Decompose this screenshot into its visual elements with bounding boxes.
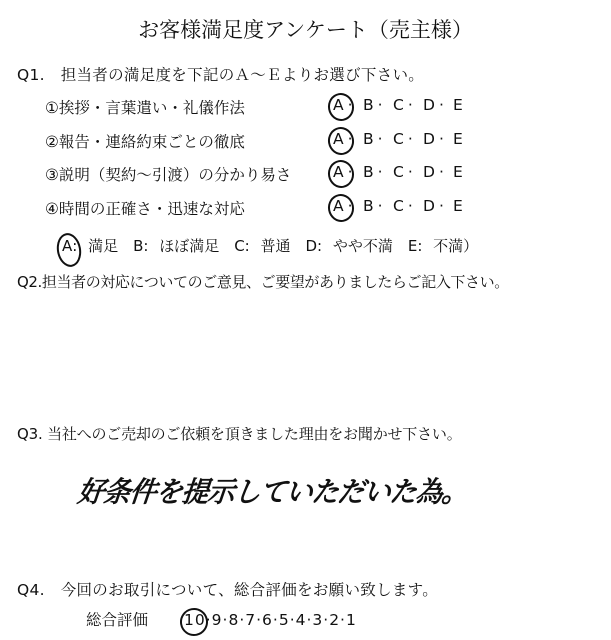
choice-letter: B xyxy=(363,96,374,114)
choice-letter: D xyxy=(423,163,435,181)
q2-question: Q2.担当者の対応についてのご意見、ご要望がありましたらご記入下さい。 xyxy=(17,273,509,291)
separator: · xyxy=(347,197,353,215)
choice-letter: D xyxy=(423,130,435,148)
separator: · xyxy=(377,96,383,114)
separator: · xyxy=(438,96,444,114)
choice-letter: D xyxy=(423,197,435,215)
score-selected[interactable]: 10 xyxy=(184,611,206,629)
choice-letter: A xyxy=(333,163,344,181)
separator: · xyxy=(347,96,353,114)
choice-letter: A xyxy=(333,197,344,215)
q4-score-row[interactable] xyxy=(86,608,357,630)
choice-a[interactable] xyxy=(333,96,363,114)
separator: · xyxy=(347,130,353,148)
q1-choices-4[interactable] xyxy=(333,197,483,215)
q1-item-3: ③説明（契約～引渡）の分かり易さ xyxy=(45,166,292,184)
page-title: お客様満足度アンケート（売主様） xyxy=(138,18,473,42)
separator: · xyxy=(407,96,413,114)
score-label: 総合評価 xyxy=(86,611,149,629)
separator: · xyxy=(377,130,383,148)
choice-letter: C xyxy=(393,96,404,114)
choice-e[interactable] xyxy=(453,130,483,148)
choice-letter: E xyxy=(453,130,463,148)
choice-b[interactable] xyxy=(363,130,393,148)
choice-b[interactable] xyxy=(363,197,393,215)
separator: · xyxy=(347,163,353,181)
choice-c[interactable] xyxy=(393,197,423,215)
choice-b[interactable] xyxy=(363,96,393,114)
separator: · xyxy=(377,163,383,181)
choice-e[interactable] xyxy=(453,197,483,215)
choice-d[interactable] xyxy=(423,96,453,114)
choice-letter: C xyxy=(393,197,404,215)
choice-e[interactable] xyxy=(453,163,483,181)
choice-b[interactable] xyxy=(363,163,393,181)
q4-question: Q4. 今回のお取引について、総合評価をお願い致します。 xyxy=(17,581,439,599)
choice-letter: A xyxy=(333,130,344,148)
choice-letter: A xyxy=(333,96,344,114)
choice-a[interactable] xyxy=(333,163,363,181)
choice-letter: C xyxy=(393,163,404,181)
choice-letter: E xyxy=(453,197,463,215)
legend-text: : 満足 B: ほぼ満足 C: 普通 D: やや不満 E: 不満） xyxy=(72,237,479,255)
separator: · xyxy=(377,197,383,215)
q3-handwritten-answer: 好条件を提示していただいた為。 xyxy=(75,476,470,509)
separator: · xyxy=(438,130,444,148)
q1-choices-1[interactable] xyxy=(333,96,483,114)
separator: · xyxy=(438,163,444,181)
choice-a[interactable] xyxy=(333,130,363,148)
q1-choices-3[interactable] xyxy=(333,163,483,181)
q3-question: Q3. 当社へのご売却のご依頼を頂きました理由をお聞かせ下さい。 xyxy=(17,425,462,443)
choice-c[interactable] xyxy=(393,163,423,181)
q1-legend xyxy=(62,235,478,256)
choice-letter: E xyxy=(453,96,463,114)
choice-letter: E xyxy=(453,163,463,181)
q1-item-1: ①挨拶・言葉遣い・礼儀作法 xyxy=(45,99,245,117)
separator: · xyxy=(407,130,413,148)
choice-d[interactable] xyxy=(423,130,453,148)
separator: · xyxy=(438,197,444,215)
choice-c[interactable] xyxy=(393,96,423,114)
q1-item-4: ④時間の正確さ・迅速な対応 xyxy=(45,200,245,218)
choice-letter: C xyxy=(393,130,404,148)
score-options: ·9·8·7·6·5·4·3·2·1 xyxy=(205,611,357,629)
choice-e[interactable] xyxy=(453,96,483,114)
choice-a[interactable] xyxy=(333,197,363,215)
choice-d[interactable] xyxy=(423,163,453,181)
q1-question: Q1. 担当者の満足度を下記のＡ～Ｅよりお選び下さい。 xyxy=(17,66,425,84)
separator: · xyxy=(407,163,413,181)
choice-letter: D xyxy=(423,96,435,114)
separator: · xyxy=(407,197,413,215)
choice-d[interactable] xyxy=(423,197,453,215)
legend-a-circled: A xyxy=(62,237,73,255)
q1-choices-2[interactable] xyxy=(333,130,483,148)
choice-letter: B xyxy=(363,130,374,148)
q1-item-2: ②報告・連絡約束ごとの徹底 xyxy=(45,133,245,151)
choice-letter: B xyxy=(363,163,374,181)
choice-c[interactable] xyxy=(393,130,423,148)
choice-letter: B xyxy=(363,197,374,215)
